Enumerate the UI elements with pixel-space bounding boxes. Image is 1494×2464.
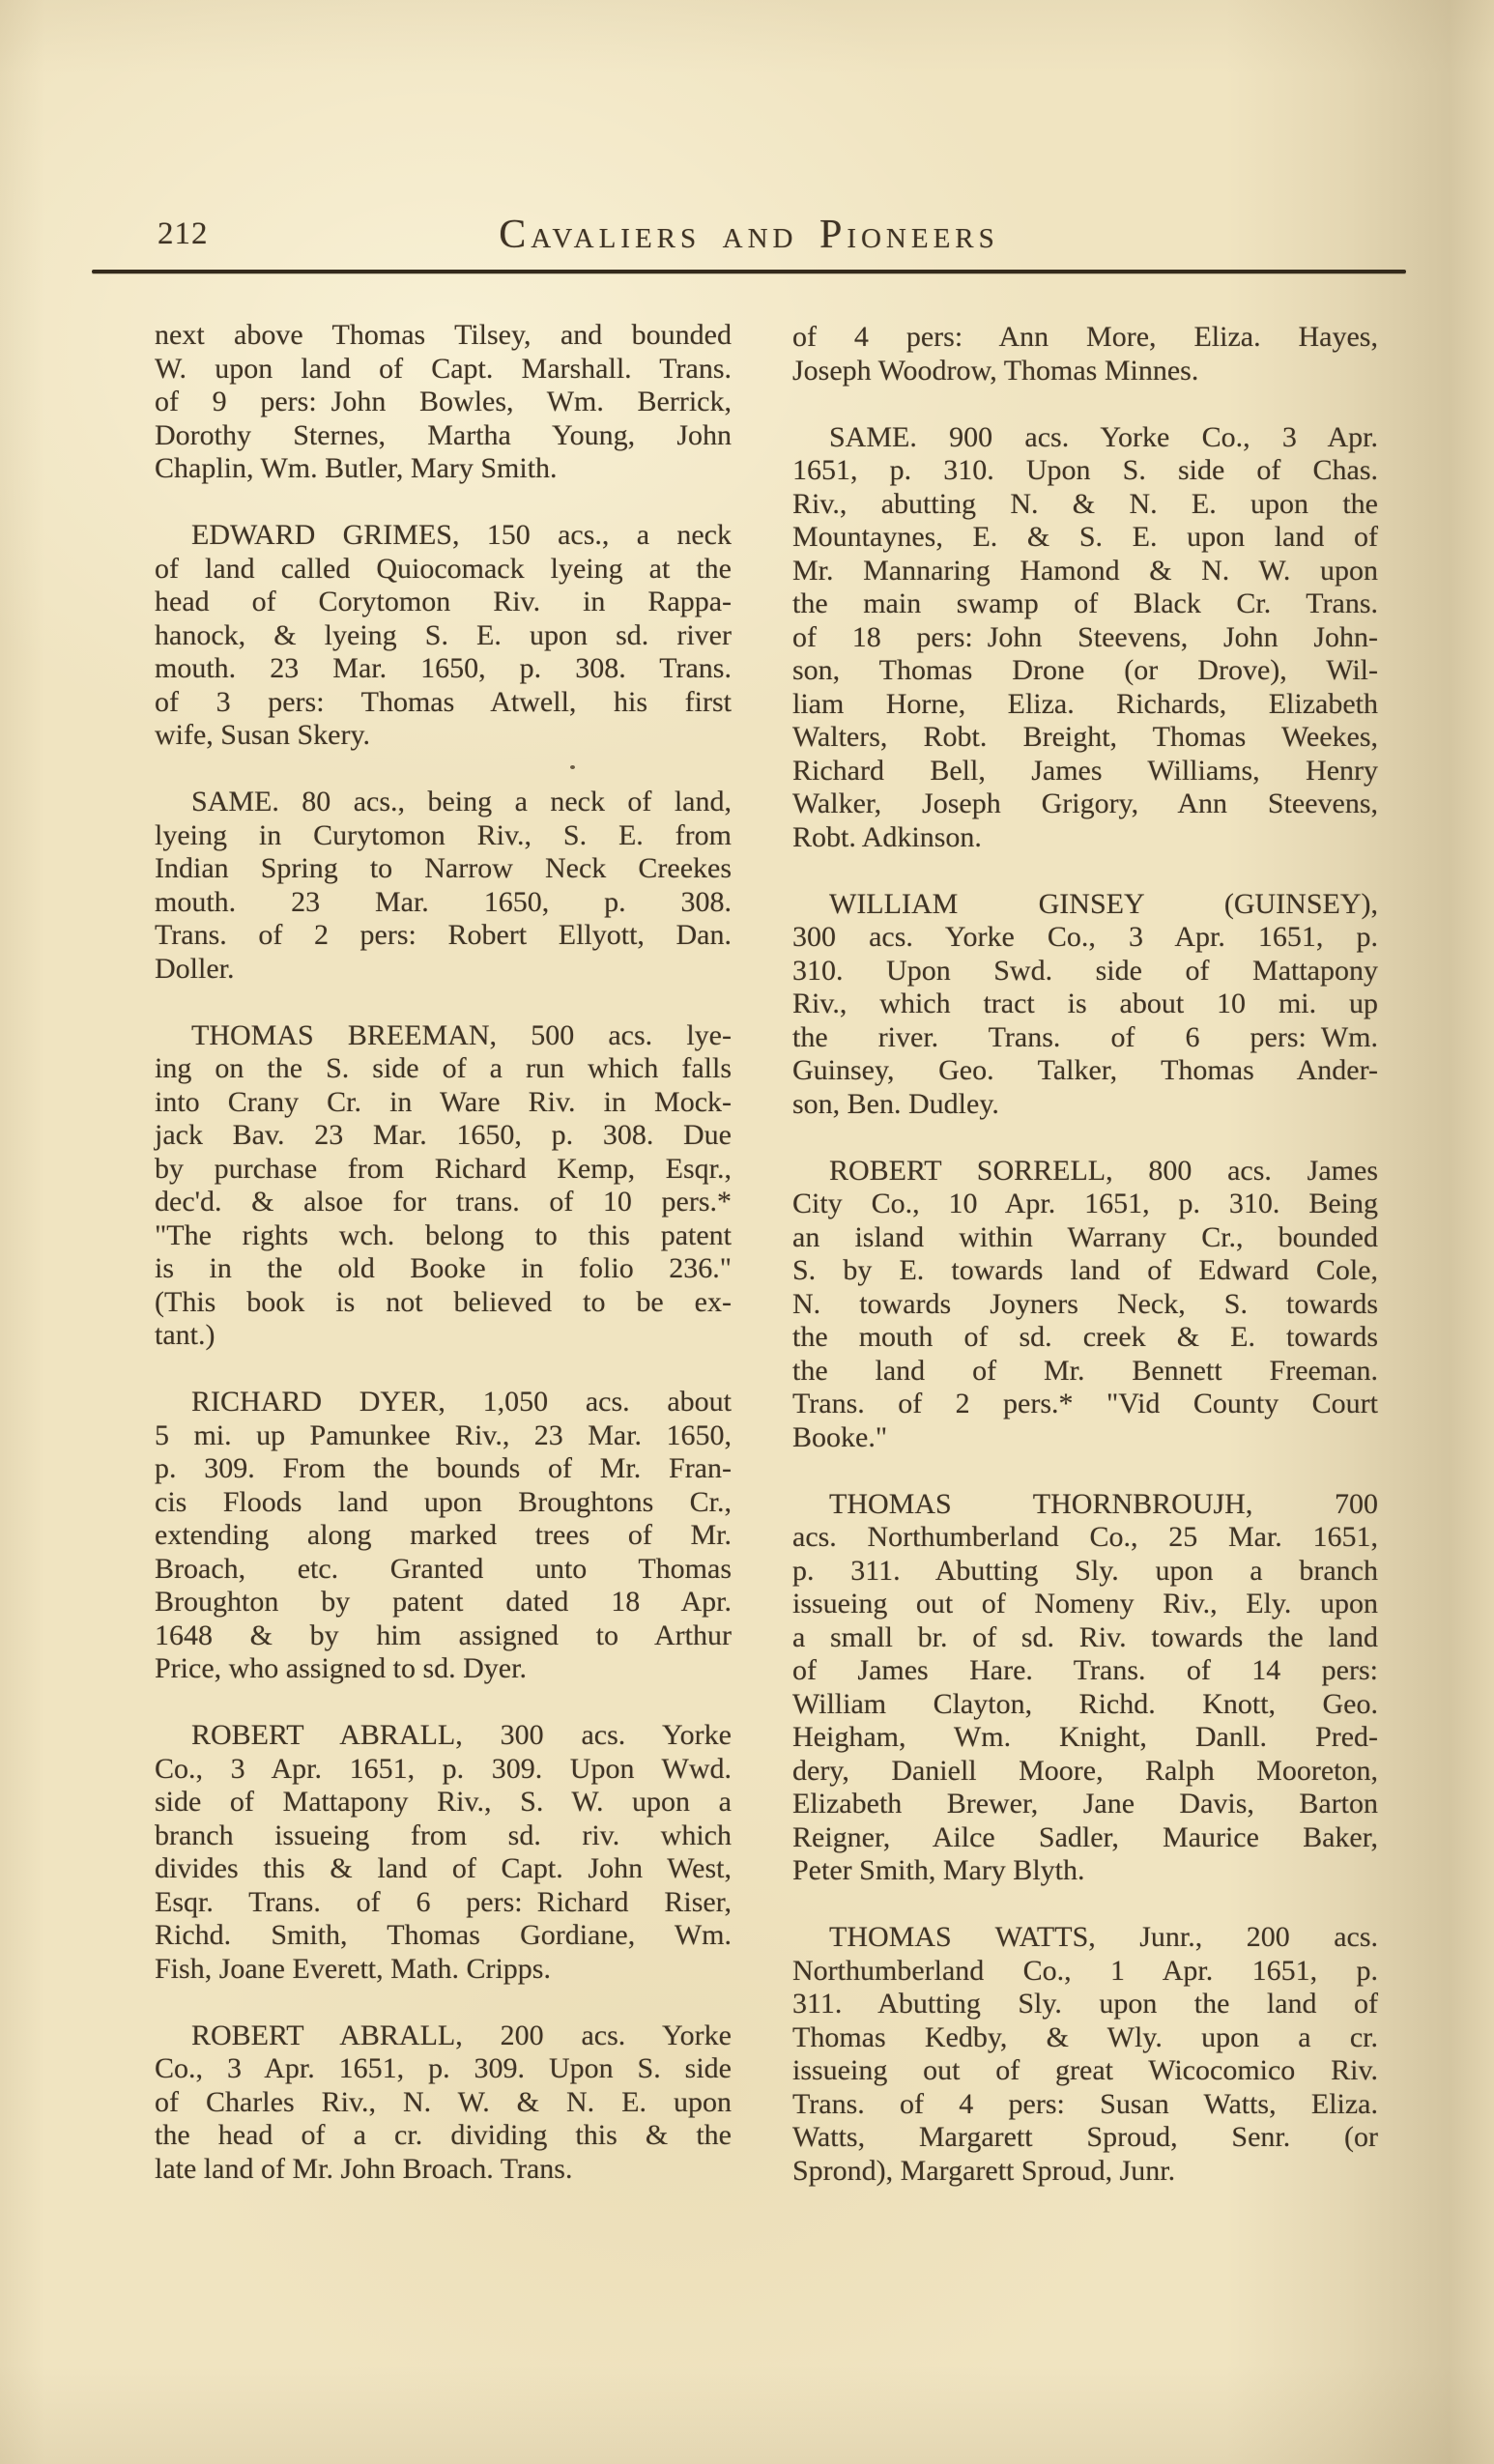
text-line: next above Thomas Tilsey, and bounded — [155, 319, 732, 351]
text-line: branch issueing from sd. riv. which — [155, 1819, 732, 1851]
text-line: Doller. — [155, 952, 235, 985]
text-line: 310. Upon Swd. side of Mattapony — [792, 954, 1378, 987]
text-line: Chaplin, Wm. Butler, Mary Smith. — [155, 452, 558, 484]
text-line: Riv., abutting N. & N. E. upon the — [792, 487, 1378, 520]
entry-edward-grimes — [155, 519, 732, 753]
text-line: Northumberland Co., 1 Apr. 1651, p. — [792, 1954, 1378, 1987]
text-line: dery, Daniell Moore, Ralph Mooreton, — [792, 1754, 1378, 1787]
entry-thomas-thornbroujh — [792, 1488, 1378, 1888]
text-line: S. by E. towards land of Edward Cole, — [792, 1254, 1378, 1286]
text-line: of land called Quiocomack lyeing at the — [155, 552, 732, 585]
text-line: Broach, etc. Granted unto Thomas — [155, 1552, 732, 1585]
text-line: side of Mattapony Riv., S. W. upon a — [155, 1786, 732, 1818]
text-line: Peter Smith, Mary Blyth. — [792, 1854, 1085, 1886]
entry-william-ginsey — [792, 888, 1378, 1122]
text-line: the head of a cr. dividing this & the — [155, 2119, 732, 2151]
text-line: "The rights wch. belong to this patent — [155, 1218, 732, 1251]
text-line: ROBERT ABRALL, 200 acs. Yorke — [191, 2019, 732, 2051]
text-line: Mountaynes, E. & S. E. upon land of — [792, 521, 1378, 553]
text-line: Booke." — [792, 1420, 888, 1453]
text-line: by purchase from Richard Kemp, Esqr., — [155, 1152, 732, 1185]
text-line: William Clayton, Richd. Knott, Geo. — [792, 1687, 1378, 1720]
text-line: of 18 pers: John Steevens, John John- — [792, 620, 1378, 653]
text-line: THOMAS THORNBROUJH, 700 — [829, 1487, 1378, 1520]
entry-thomas-watts — [792, 1921, 1378, 2188]
text-line: ROBERT SORRELL, 800 acs. James — [829, 1154, 1378, 1187]
text-line: an island within Warrany Cr., bounded — [792, 1220, 1378, 1253]
text-line: Indian Spring to Narrow Neck Creekes — [155, 852, 732, 884]
entry-thomas-breeman — [155, 1019, 732, 1353]
text-line: acs. Northumberland Co., 25 Mar. 1651, — [792, 1521, 1378, 1553]
text-line: (This book is not believed to be ex- — [155, 1285, 732, 1318]
text-line: Richard Bell, James Williams, Henry — [792, 754, 1378, 787]
running-head-title: Cavaliers and Pioneers — [499, 213, 999, 257]
text-line: 1648 & by him assigned to Arthur — [155, 1619, 732, 1651]
page-number: 212 — [158, 216, 209, 251]
text-line: Dorothy Sternes, Martha Young, John — [155, 418, 732, 451]
text-line: issueing out of great Wicocomico Riv. — [792, 2054, 1378, 2086]
text-line: EDWARD GRIMES, 150 acs., a neck — [191, 519, 732, 551]
text-line: hanock, & lyeing S. E. upon sd. river — [155, 618, 732, 651]
entry-robert-abrall-200-continuation — [792, 321, 1378, 387]
text-line: the river. Trans. of 6 pers: Wm. — [792, 1020, 1378, 1053]
text-line: the main swamp of Black Cr. Trans. — [792, 587, 1378, 619]
text-line: late land of Mr. John Broach. Trans. — [155, 2152, 573, 2185]
text-line: a small br. of sd. Riv. towards the land — [792, 1620, 1378, 1653]
text-line: tant.) — [155, 1319, 215, 1351]
entry-robert-sorrell — [792, 1155, 1378, 1455]
text-line: dec'd. & alsoe for trans. of 10 pers.* — [155, 1186, 732, 1218]
text-line: of 9 pers: John Bowles, Wm. Berrick, — [155, 386, 732, 417]
text-line: extending along marked trees of Mr. — [155, 1519, 732, 1551]
text-line: Heigham, Wm. Knight, Danll. Pred- — [792, 1721, 1378, 1753]
text-line: of 3 pers: Thomas Atwell, his first — [155, 685, 732, 718]
text-line: Joseph Woodrow, Thomas Minnes. — [792, 354, 1199, 387]
text-line: mouth. 23 Mar. 1650, p. 308. Trans. — [155, 652, 732, 684]
text-line: 1651, p. 310. Upon S. side of Chas. — [792, 454, 1378, 486]
text-line: THOMAS BREEMAN, 500 acs. lye- — [191, 1018, 732, 1051]
text-line: SAME. 900 acs. Yorke Co., 3 Apr. — [829, 420, 1378, 453]
text-line: son, Ben. Dudley. — [792, 1087, 999, 1120]
text-line: mouth. 23 Mar. 1650, p. 308. — [155, 885, 732, 918]
text-line: WILLIAM GINSEY (GUINSEY), — [829, 887, 1378, 920]
text-line: ROBERT ABRALL, 300 acs. Yorke — [191, 1719, 732, 1751]
text-line: Trans. of 4 pers: Susan Watts, Eliza. — [792, 2087, 1378, 2120]
text-line: Co., 3 Apr. 1651, p. 309. Upon S. side — [155, 2052, 732, 2084]
text-line: wife, Susan Skery. — [155, 719, 371, 751]
text-line: Co., 3 Apr. 1651, p. 309. Upon Wwd. — [155, 1752, 732, 1785]
text-line: of Charles Riv., N. W. & N. E. upon — [155, 2085, 732, 2118]
text-line: 311. Abutting Sly. upon the land of — [792, 1988, 1378, 2020]
text-line: 5 mi. up Pamunkee Riv., 23 Mar. 1650, — [155, 1418, 732, 1451]
text-line: Guinsey, Geo. Talker, Thomas Ander- — [792, 1054, 1378, 1086]
text-line: Riv., which tract is about 10 mi. up — [792, 988, 1378, 1019]
text-line: lyeing in Curytomon Riv., S. E. from — [155, 818, 732, 851]
text-line: into Crany Cr. in Ware Riv. in Mock- — [155, 1085, 732, 1118]
text-line: Esqr. Trans. of 6 pers: Richard Riser, — [155, 1885, 732, 1918]
text-column-right — [792, 321, 1378, 2221]
text-line: liam Horne, Eliza. Richards, Elizabeth — [792, 687, 1378, 720]
text-line: of 4 pers: Ann More, Eliza. Hayes, — [792, 321, 1378, 353]
header-rule — [92, 270, 1406, 273]
text-line: head of Corytomon Riv. in Rappa- — [155, 586, 732, 617]
text-line: divides this & land of Capt. John West, — [155, 1852, 732, 1884]
text-line: Fish, Joane Everett, Math. Cripps. — [155, 1952, 551, 1985]
entry-thomas-tilsey-continuation — [155, 319, 732, 486]
text-line: Walker, Joseph Grigory, Ann Steevens, — [792, 788, 1378, 819]
text-line: SAME. 80 acs., being a neck of land, — [191, 786, 732, 817]
text-line: p. 311. Abutting Sly. upon a branch — [792, 1554, 1378, 1587]
text-line: issueing out of Nomeny Riv., Ely. upon — [792, 1588, 1378, 1619]
text-line: Trans. of 2 pers.* "Vid County Court — [792, 1388, 1378, 1419]
text-line: jack Bav. 23 Mar. 1650, p. 308. Due — [155, 1119, 732, 1151]
text-line: Broughton by patent dated 18 Apr. — [155, 1586, 732, 1618]
entry-same-80-acs — [155, 786, 732, 986]
text-line: 300 acs. Yorke Co., 3 Apr. 1651, p. — [792, 921, 1378, 953]
entry-richard-dyer — [155, 1386, 732, 1686]
text-line: Price, who assigned to sd. Dyer. — [155, 1652, 527, 1684]
text-line: the mouth of sd. creek & E. towards — [792, 1321, 1378, 1353]
entry-same-900-acs — [792, 421, 1378, 855]
text-line: RICHARD DYER, 1,050 acs. about — [191, 1386, 732, 1418]
text-line: the land of Mr. Bennett Freeman. — [792, 1354, 1378, 1387]
print-artifact-dot — [570, 765, 575, 769]
text-line: Elizabeth Brewer, Jane Davis, Barton — [792, 1788, 1378, 1819]
text-column-left — [155, 319, 732, 2220]
text-line: of James Hare. Trans. of 14 pers: — [792, 1654, 1378, 1686]
text-line: Robt. Adkinson. — [792, 820, 982, 853]
text-line: Trans. of 2 pers: Robert Ellyott, Dan. — [155, 919, 732, 951]
text-line: Richd. Smith, Thomas Gordiane, Wm. — [155, 1919, 732, 1951]
text-line: ing on the S. side of a run which falls — [155, 1052, 732, 1084]
text-line: Thomas Kedby, & Wly. upon a cr. — [792, 2020, 1378, 2053]
entry-robert-abrall-200 — [155, 2020, 732, 2187]
text-line: p. 309. From the bounds of Mr. Fran- — [155, 1452, 732, 1484]
text-line: THOMAS WATTS, Junr., 200 acs. — [829, 1921, 1378, 1953]
text-line: Walters, Robt. Breight, Thomas Weekes, — [792, 721, 1378, 753]
text-line: son, Thomas Drone (or Drove), Wil- — [792, 654, 1378, 686]
text-line: N. towards Joyners Neck, S. towards — [792, 1287, 1378, 1320]
text-line: City Co., 10 Apr. 1651, p. 310. Being — [792, 1188, 1378, 1219]
text-line: Watts, Margarett Sproud, Senr. (or — [792, 2121, 1378, 2153]
entry-robert-abrall-300 — [155, 1719, 732, 1986]
text-line: Reigner, Ailce Sadler, Maurice Baker, — [792, 1820, 1378, 1853]
text-line: Mr. Mannaring Hamond & N. W. upon — [792, 554, 1378, 587]
text-line: cis Floods land upon Broughtons Cr., — [155, 1485, 732, 1518]
text-line: is in the old Booke in folio 236." — [155, 1252, 732, 1284]
text-line: Sprond), Margarett Sproud, Junr. — [792, 2154, 1176, 2187]
text-line: W. upon land of Capt. Marshall. Trans. — [155, 352, 732, 385]
